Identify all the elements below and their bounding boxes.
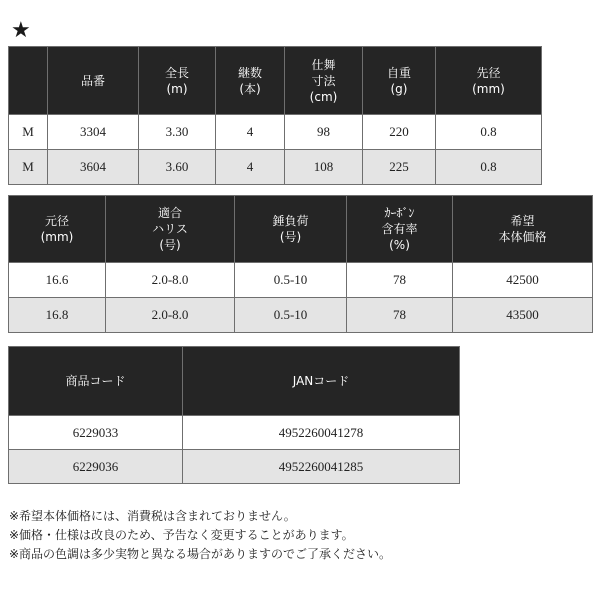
cell-part-number: 3304	[48, 115, 139, 150]
cell-tip-diameter: 0.8	[436, 150, 542, 185]
header-cell-carbon-content: ｶｰﾎﾞﾝ 含有率 (%)	[347, 196, 453, 263]
cell-product-code: 6229033	[9, 416, 183, 450]
spec-table-header-row	[9, 47, 542, 115]
spec-table-2	[8, 195, 593, 333]
cell-sinker-load: 0.5-10	[235, 298, 347, 333]
cell-carbon-content: 78	[347, 298, 453, 333]
cell-sections: 4	[216, 150, 285, 185]
header-cell-part-number: 品番	[48, 47, 139, 115]
header-cell-jan-code: JANコード	[183, 347, 460, 416]
header-cell-line-rating: 適合 ハリス (号)	[106, 196, 235, 263]
table-row	[9, 298, 593, 333]
spec-table-2-header-row	[9, 196, 593, 263]
cell-carbon-content: 78	[347, 263, 453, 298]
table-row	[9, 450, 460, 484]
cell-line-rating: 2.0-8.0	[106, 263, 235, 298]
footnotes	[9, 507, 391, 564]
cell-model: M	[9, 115, 48, 150]
note-price-change: ※価格・仕様は改良のため、予告なく変更することがあります。	[9, 528, 354, 542]
header-cell-butt-diameter: 元径 (mm)	[9, 196, 106, 263]
cell-part-number: 3604	[48, 150, 139, 185]
cell-sinker-load: 0.5-10	[235, 263, 347, 298]
header-cell-weight: 自重 (g)	[363, 47, 436, 115]
header-cell-list-price: 希望 本体価格	[453, 196, 593, 263]
cell-total-length: 3.60	[139, 150, 216, 185]
header-cell-total-length: 全長 (m)	[139, 47, 216, 115]
cell-tip-diameter: 0.8	[436, 115, 542, 150]
table-row	[9, 263, 593, 298]
cell-jan-code: 4952260041278	[183, 416, 460, 450]
cell-total-length: 3.30	[139, 115, 216, 150]
note-color: ※商品の色調は多少実物と異なる場合がありますのでご了承ください。	[9, 547, 392, 561]
cell-jan-code: 4952260041285	[183, 450, 460, 484]
spec-table	[8, 46, 542, 185]
cell-butt-diameter: 16.8	[9, 298, 106, 333]
header-cell-closed-length: 仕舞 寸法 (cm)	[285, 47, 363, 115]
cell-butt-diameter: 16.6	[9, 263, 106, 298]
header-cell-tip-diameter: 先径 (mm)	[436, 47, 542, 115]
cell-line-rating: 2.0-8.0	[106, 298, 235, 333]
table-row	[9, 416, 460, 450]
cell-closed-length: 108	[285, 150, 363, 185]
table-row	[9, 115, 542, 150]
code-table	[8, 346, 460, 484]
table-row	[9, 150, 542, 185]
cell-product-code: 6229036	[9, 450, 183, 484]
cell-closed-length: 98	[285, 115, 363, 150]
cell-sections: 4	[216, 115, 285, 150]
cell-model: M	[9, 150, 48, 185]
cell-weight: 225	[363, 150, 436, 185]
star-marker: ★	[11, 18, 31, 43]
header-cell-product-code: 商品コード	[9, 347, 183, 416]
code-table-header-row	[9, 347, 460, 416]
header-cell-sections: 継数 (本)	[216, 47, 285, 115]
header-cell-sinker-load: 錘負荷 (号)	[235, 196, 347, 263]
note-tax: ※希望本体価格には、消費税は含まれておりません。	[9, 509, 296, 523]
header-cell-blank	[9, 47, 48, 115]
cell-list-price: 42500	[453, 263, 593, 298]
cell-list-price: 43500	[453, 298, 593, 333]
cell-weight: 220	[363, 115, 436, 150]
